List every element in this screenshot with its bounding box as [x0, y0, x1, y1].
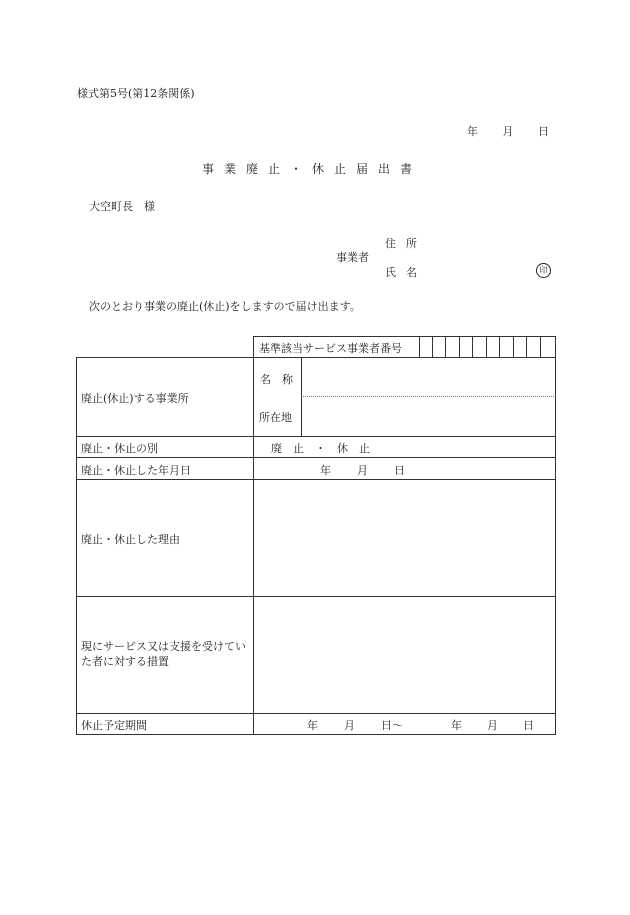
- provider-number-label: 基準該当サービス事業者番号: [259, 342, 402, 355]
- period-month-start: 月: [344, 719, 355, 732]
- date-value-year: 年: [320, 464, 331, 477]
- period-year-start: 年: [307, 719, 318, 732]
- date-year: 年: [467, 125, 478, 138]
- date-label: 廃止・休止した年月日: [81, 464, 191, 477]
- applicant-block: [336, 233, 552, 283]
- seal-icon: 印: [536, 263, 551, 278]
- facility-location-label: 所在地: [259, 411, 292, 424]
- addressee: 大空町長 様: [89, 200, 155, 213]
- date-value-month: 月: [357, 464, 368, 477]
- submission-date: [467, 123, 549, 139]
- address-label: 住所: [385, 237, 427, 250]
- type-label: 廃止・休止の別: [81, 442, 158, 455]
- date-month: 月: [502, 125, 514, 138]
- type-value: 廃 止 ・ 休 止: [271, 442, 370, 455]
- period-month-end: 月: [487, 719, 498, 732]
- period-day-start: 日〜: [381, 719, 403, 732]
- period-label: 休止予定期間: [81, 719, 147, 732]
- facility-label: 廃止(休止)する事業所: [81, 392, 189, 405]
- period-day-end: 日: [523, 719, 534, 732]
- facility-name-label: 名 称: [260, 373, 293, 386]
- date-day: 日: [538, 125, 549, 138]
- business-label: 事業者: [336, 251, 369, 264]
- intro-text: 次のとおり事業の廃止(休止)をしますので届け出ます。: [89, 300, 361, 313]
- reason-label: 廃止・休止した理由: [81, 533, 180, 546]
- measures-label: 現にサービス又は支援を受けていた者に対する措置: [81, 640, 246, 668]
- date-value-day: 日: [394, 464, 405, 477]
- document-title: 事業廃止・休止届出書: [202, 162, 423, 176]
- name-label: 氏名: [385, 266, 427, 279]
- form-id: 様式第5号(第12条関係): [77, 87, 195, 100]
- period-year-end: 年: [451, 719, 462, 732]
